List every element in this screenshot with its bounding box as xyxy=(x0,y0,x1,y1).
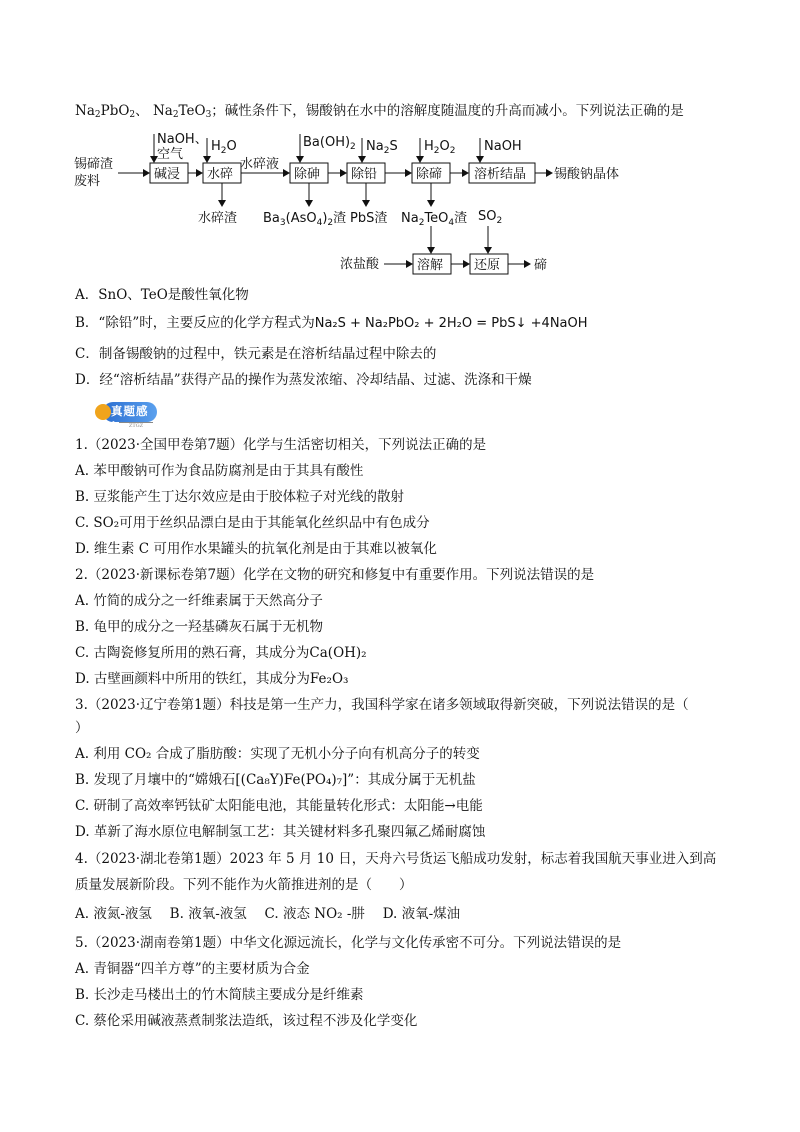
arrowhead xyxy=(546,169,553,177)
residue-ba-arsenate: $Ba_3(AsO_4)_2$渣 xyxy=(263,211,347,228)
question-3-option-b: B. 发现了月壤中的“嫦娥石[(Ca₈Y)Fe(PO₄)₇]”：其成分属于无机盐 xyxy=(75,772,476,788)
step-remove-arsenic: 除砷 xyxy=(294,167,321,182)
question-1-option-b: B. 豆浆能产生丁达尔效应是由于胶体粒子对光线的散射 xyxy=(75,489,405,505)
arrowhead xyxy=(416,156,424,163)
arrowhead xyxy=(358,156,366,163)
question-4-stem-cont: 质量发展新阶段。下列不能作为火箭推进剂的是（ ） xyxy=(75,877,413,893)
question-5-option-a: A. 青铜器“四羊方尊”的主要材质为合金 xyxy=(75,961,310,977)
arrowhead xyxy=(427,200,435,207)
question-2-option-a: A. 竹简的成分之一纤维素属于天然高分子 xyxy=(75,593,323,609)
arrowhead xyxy=(283,169,290,177)
arrowhead xyxy=(484,247,492,254)
reagent-naoh-air-1: NaOH、 xyxy=(157,132,208,147)
label-water-crush-liquid: 水碎液 xyxy=(240,157,280,172)
formula-part: PbO xyxy=(100,103,130,119)
question-4-stem: 4.（2023·湖北卷第1题）2023 年 5 月 10 日，天舟六号货运飞船成功发射，标志着我国航天事业进入到高 xyxy=(75,851,717,867)
arrowhead xyxy=(196,169,203,177)
process-flow-diagram xyxy=(70,128,670,278)
question-1-option-d: D. 维生素 C 可用作水果罐头的抗氧化剂是由于其难以被氧化 xyxy=(75,541,437,557)
intro-text: ；碱性条件下，锡酸钠在水中的溶解度随温度的升高而减小。下列说法正确的是 xyxy=(211,103,684,119)
input-label-2: 废料 xyxy=(74,174,101,189)
residue-na2teo4: $Na_2TeO_4$渣 xyxy=(401,211,468,228)
badge-dot-icon xyxy=(95,404,111,420)
question-2-stem: 2.（2023·新课标卷第7题）化学在文物的研究和修复中有重要作用。下列说法错误的是 xyxy=(75,567,595,583)
option-a: A．SnO、TeO是酸性氧化物 xyxy=(75,287,249,303)
option-c: C．制备锡酸钠的过程中，铁元素是在溶析结晶过程中除去的 xyxy=(75,346,437,362)
formula-na2pbo2: Na xyxy=(75,103,95,119)
question-5-stem: 5.（2023·湖南卷第1题）中华文化源远流长，化学与文化传承密不可分。下列说法错误的是 xyxy=(75,935,622,951)
step-alkali-leach: 碱浸 xyxy=(154,167,181,182)
question-5-option-c: C. 蔡伦采用碱液蒸煮制浆法造纸，该过程不涉及化学变化 xyxy=(75,1013,418,1029)
step-water-crush: 水碎 xyxy=(207,167,234,182)
question-1-option-c: C. SO₂可用于丝织品漂白是由于其能氧化丝织品中有色成分 xyxy=(75,515,430,531)
tellurium-product: 碲 xyxy=(534,258,548,273)
arrowhead xyxy=(218,200,226,207)
formula-na2teo3: Na xyxy=(152,103,173,119)
step-dissolve: 溶解 xyxy=(417,258,444,273)
option-b-equation: Na₂S + Na₂PbO₂ + 2H₂O = PbS↓ +4NaOH xyxy=(314,316,588,331)
arrowhead xyxy=(340,169,347,177)
option-b xyxy=(75,313,588,334)
input-label-1: 锡碲渣 xyxy=(74,157,114,172)
badge-text: 真题感知 xyxy=(111,404,149,434)
reagent-baoh2: $Ba(OH)_2$ xyxy=(303,135,356,152)
reagent-na2s: $Na_2S$ xyxy=(366,139,398,156)
step-remove-tellurium: 除碲 xyxy=(416,167,443,182)
reagent-h2o: $H_2O$ xyxy=(211,139,237,156)
question-3-stem: 3.（2023·辽宁卷第1题）科技是第一生产力，我国科学家在诸多领域取得新突破，下列说法错误的是（ xyxy=(75,697,689,713)
reagent-naoh: NaOH xyxy=(484,139,522,154)
product-label: 锡酸钠晶体 xyxy=(554,167,620,182)
residue-water-crush: 水碎渣 xyxy=(198,211,238,226)
question-2-option-c: C. 古陶瓷修复所用的熟石膏，其成分为Ca(OH)₂ xyxy=(75,645,367,661)
arrowhead xyxy=(524,260,531,268)
question-3-stem-cont: ） xyxy=(75,720,89,736)
question-4-options: A. 液氮-液氢 B. 液氧-液氢 C. 液态 NO₂ -肼 D. 液氧-煤油 xyxy=(75,906,461,922)
arrowhead xyxy=(405,169,412,177)
formula-part: TeO xyxy=(178,103,206,119)
reagent-naoh-air-2: 空气 xyxy=(157,147,184,162)
separator: 、 xyxy=(135,103,149,119)
question-1-option-a: A. 苯甲酸钠可作为食品防腐剂是由于其具有酸性 xyxy=(75,463,364,479)
arrowhead xyxy=(362,200,370,207)
arrowhead xyxy=(143,169,150,177)
question-1-stem: 1.（2023·全国甲卷第7题）化学与生活密切相关，下列说法正确的是 xyxy=(75,437,487,453)
question-2-option-b: B. 龟甲的成分之一羟基磷灰石属于无机物 xyxy=(75,619,324,635)
arrowhead xyxy=(463,260,470,268)
arrowhead xyxy=(296,156,304,163)
reagent-so2: $SO_2$ xyxy=(478,209,503,226)
question-3-option-d: D. 革新了海水原位电解制氢工艺：其关键材料多孔聚四氟乙烯耐腐蚀 xyxy=(75,824,486,840)
reagent-conc-hcl: 浓盐酸 xyxy=(340,257,380,272)
arrowhead xyxy=(462,169,469,177)
question-2-option-d: D. 古壁画颜料中所用的铁红，其成分为Fe₂O₃ xyxy=(75,671,349,687)
badge-subtext: ZTGZ xyxy=(119,422,153,429)
arrowhead xyxy=(305,200,313,207)
step-reduce: 还原 xyxy=(474,258,501,273)
option-b-text: B．“除铅”时，主要反应的化学方程式为 xyxy=(75,315,315,331)
question-5-option-b: B. 长沙走马楼出土的竹木简牍主要成分是纤维素 xyxy=(75,987,364,1003)
arrowhead xyxy=(406,260,413,268)
residue-pbs: PbS渣 xyxy=(350,211,388,226)
intro-line: $Na_2PbO_2$、 $Na_2TeO_3$；碱性条件下，锡酸钠在水中的溶解度随温度的升高而减小。下列说法正确的是 xyxy=(75,103,684,120)
arrowhead xyxy=(476,156,484,163)
arrowhead xyxy=(427,247,435,254)
section-badge xyxy=(95,400,159,434)
question-3-option-c: C. 研制了高效率钙钛矿太阳能电池，其能量转化形式：太阳能→电能 xyxy=(75,798,483,814)
question-3-option-a: A. 利用 CO₂ 合成了脂肪酸：实现了无机小分子向有机高分子的转变 xyxy=(75,746,480,762)
option-d: D．经“溶析结晶”获得产品的操作为蒸发浓缩、冷却结晶、过滤、洗涤和干燥 xyxy=(75,372,532,388)
reagent-h2o2: $H_2O_2$ xyxy=(424,139,456,156)
arrowhead xyxy=(203,156,211,163)
step-remove-lead: 除铅 xyxy=(351,167,378,182)
step-crystallize: 溶析结晶 xyxy=(474,167,527,182)
